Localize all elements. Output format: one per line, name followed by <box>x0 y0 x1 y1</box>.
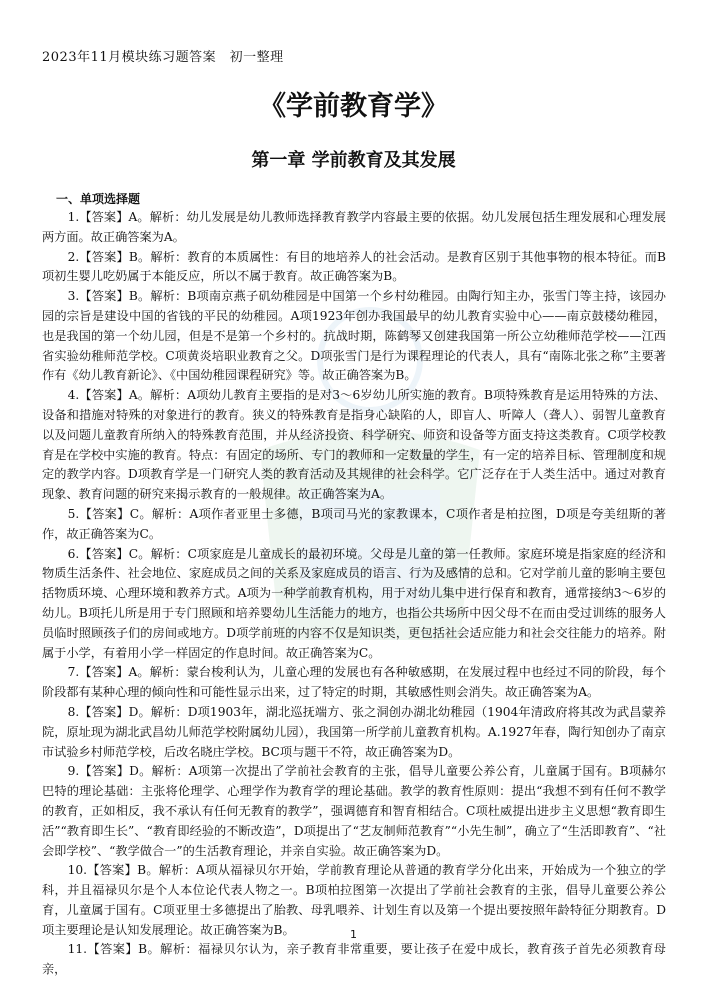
answer-item: 2.【答案】B。解析：教育的本质属性：有目的地培养人的社会活动。是教育区别于其他事物的根本特征。而B项初生婴儿吃奶属于本能反应，所以不属于教育。故正确答案为B。 <box>42 249 666 284</box>
answer-list <box>42 208 666 980</box>
answer-item: 4.【答案】A。解析：A项幼儿教育主要指的是对3～6岁幼儿所实施的教育。B项特殊教育是运用特殊的方法、设备和措施对特殊的对象进行的教育。狭义的特殊教育是指身心缺陷的人，即盲人、听障人（聋人）、弱智儿童教育以及问题儿童教育所纳入的特殊教育范围，并从经济投资、科学研究、师资和设备等方面支持这类教育。C项学校教育是在学校中实施的教育。特点：有固定的场所、专门的教师和一定数量的学生，有一定的培养目标、管理制度和规定的教学内容。D项教育学是一门研究人类的教育活动及其规律的社会科学。它广泛存在于人类生活中。通过对教育现象、教育问题的研究来揭示教育的一般规律。故正确答案为A。 <box>42 388 666 502</box>
document-title: 《学前教育学》 <box>259 91 448 122</box>
answer-item: 8.【答案】D。解析：D项1903年，湖北巡抚端方、张之洞创办湖北幼稚园（1904年清政府将其改为武昌蒙养院，原址现为湖北武昌幼儿师范学校附属幼儿园），我国第一所学前儿童教育机构。A.1927年春，陶行知创办了南京市试验乡村师范学校，后改名晓庄学校。BC项与题干不符，故正确答案为D。 <box>42 704 666 759</box>
page-number: 1 <box>350 928 357 941</box>
answer-item: 11.【答案】B。解析：福禄贝尔认为，亲子教育非常重要，要让孩子在爱中成长，教育孩子首先必须教育母亲， <box>42 942 666 977</box>
answer-item: 7.【答案】A。解析：蒙台梭利认为，儿童心理的发展也有各种敏感期，在发展过程中也经过不同的阶段，每个阶段都有某种心理的倾向性和可能性显示出来，过了特定的时期，其敏感性则会消失。故正确答案为A。 <box>42 665 666 700</box>
answer-item: 1.【答案】A。解析：幼儿发展是幼儿教师选择教育教学内容最主要的依据。幼儿发展包括生理发展和心理发展两方面。故正确答案为A。 <box>42 210 666 244</box>
section-heading: 一、单项选择题 <box>56 192 141 206</box>
answer-item: 5.【答案】C。解析：A项作者亚里士多德，B项司马光的家教课本，C项作者是柏拉图，D项是夸美纽斯的著作，故正确答案为C。 <box>42 506 666 541</box>
answer-item: 10.【答案】B。解析：A项从福禄贝尔开始，学前教育理论从普通的教育学分化出来，开始成为一个独立的学科，并且福禄贝尔是个人本位论代表人物之一。B项柏拉图第一次提出了学前社会教育的主张，倡导儿童要公养公育，儿童属于国有。C项亚里士多德提出了胎教、母乳喂养、计划生育以及第一个提出要按照年龄特征分期教育。D项主要理论是认知发展理论。故正确答案为B。 <box>42 863 666 937</box>
answer-item: 3.【答案】B。解析：B项南京燕子矶幼稚园是中国第一个乡村幼稚园。由陶行知主办，张雪门等主持，该园办园的宗旨是建设中国的省钱的平民的幼稚园。A项1923年创办我国最早的幼儿教育实验中心——南京鼓楼幼稚园，也是我国的第一个幼儿园，但是不是第一个乡村的。抗战时期，陈鹤琴又创建我国第一所公立幼稚师范学校——江西省实验幼稚师范学校。C项黄炎培职业教育之父。D项张雪门是行为课程理论的代表人，具有“南陈北张之称”主要著作有《幼儿教育新论》、《中国幼稚园课程研究》等。故正确答案为B。 <box>42 289 666 383</box>
answer-item: 9.【答案】D。解析：A项第一次提出了学前社会教育的主张，倡导儿童要公养公育，儿童属于国有。B项赫尔巴特的理论基础：主张将伦理学、心理学作为教育学的理论基础。教学的教育性原则：提出“我想不到有任何不教学的教育，正如相反，我不承认有任何无教育的教学”，强调德育和智育相结合。C项杜威提出进步主义思想“教育即生活”“教育即生长”、“教育即经验的不断改造”，D项提出了“艺友制师范教育”“小先生制”，确立了“生活即教育”、“社会即学校”、“教学做合一”的生活教育理论，并亲自实验。故正确答案为D。 <box>42 764 666 858</box>
chapter-heading: 第一章 学前教育及其发展 <box>251 150 456 171</box>
document-header: 2023年11月模块练习题答案 初一整理 <box>42 50 284 65</box>
answer-item: 6.【答案】C。解析：C项家庭是儿童成长的最初环境。父母是儿童的第一任教师。家庭环境是指家庭的经济和物质生活条件、社会地位、家庭成员之间的关系及家庭成员的语言、行为及感情的总和。它对学前儿童的影响主要包括物质环境、心理环境和教养方式。A项为一种学前教育机构，用于对幼儿集中进行保育和教育，通常接纳3～6岁的幼儿。B项托儿所是用于专门照顾和培养婴幼儿生活能力的地方，也指公共场所中因父母不在而由受过训练的服务人员临时照顾孩子们的房间或地方。D项学前班的内容不仅是知识类，更包括社会适应能力和社会交往能力的培养。附属于小学，有着用小学一样固定的作息时间。故正确答案为C。 <box>42 546 666 660</box>
